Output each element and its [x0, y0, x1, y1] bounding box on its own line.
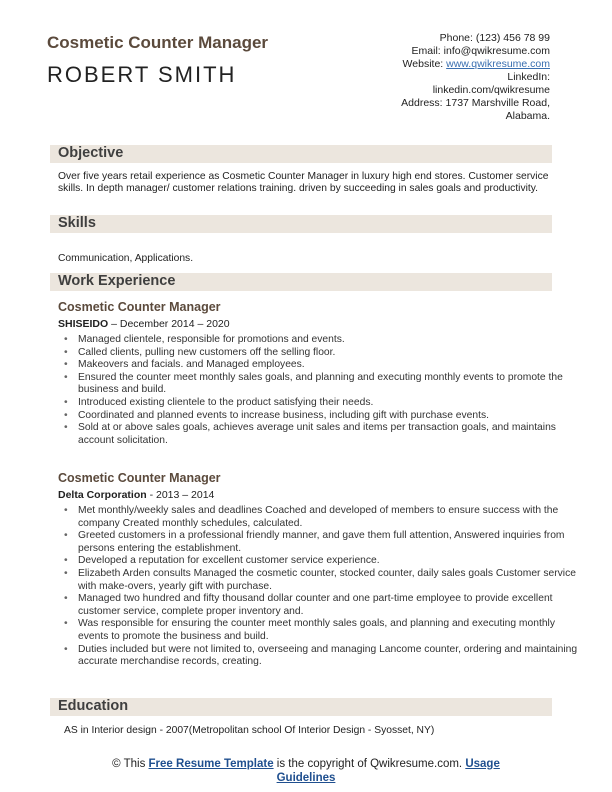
education-text: AS in Interior design - 2007(Metropolitan school Of Interior Design - Syosset, NY) [64, 725, 435, 736]
list-item: • Managed two hundred and fifty thousand dollar counter and one part-time employee to provide excellent customer service, complete proper inventory and. [78, 593, 578, 618]
job-1-company-line [58, 318, 230, 330]
job-2-company: Delta Corporation [58, 489, 147, 501]
contact-website [401, 58, 550, 71]
contact-address-line2: Alabama. [505, 110, 550, 122]
list-item: • Developed a reputation for excellent customer service experience. [78, 555, 578, 568]
job-1-bullets [58, 334, 578, 447]
job-2-dates: - 2013 – 2014 [146, 489, 215, 501]
objective-heading: Objective [58, 145, 124, 161]
list-item: • Ensured the counter meet monthly sales goals, and planning and executing monthly events to promote the business and build. [78, 372, 578, 397]
free-resume-template-link[interactable]: Free Resume Template [148, 758, 274, 770]
usage-guidelines-link-part1[interactable]: Usage [465, 758, 500, 770]
job-2-bullets [58, 505, 578, 669]
work-heading: Work Experience [58, 273, 176, 289]
list-item: • Greeted customers in a professional friendly manner, and gave them full attention, Answered inquiries from persons entering the establishment. [78, 530, 578, 555]
list-item: • Met monthly/weekly sales and deadlines Coached and developed of members to ensure success with the company Created monthly schedules, calculated. [78, 505, 578, 530]
job-1-dates: – December 2014 – 2020 [108, 318, 230, 330]
copyright-footer [0, 757, 612, 785]
footer-prefix: © This [112, 758, 149, 770]
job-2-company-line [58, 489, 214, 501]
list-item: • Called clients, pulling new customers off the selling floor. [78, 347, 578, 360]
list-item: • Makeovers and facials. and Managed employees. [78, 359, 578, 372]
header-job-title: Cosmetic Counter Manager [47, 33, 269, 52]
contact-address [401, 97, 550, 110]
email-value: info@qwikresume.com [443, 45, 550, 57]
website-label: Website: [402, 58, 444, 70]
footer-middle: is the copyright of Qwikresume.com. [273, 758, 466, 770]
skills-heading: Skills [58, 215, 96, 231]
usage-guidelines-link-part2[interactable]: Guidelines [276, 772, 336, 784]
phone-value: (123) 456 78 99 [475, 32, 550, 44]
contact-email [401, 45, 550, 58]
objective-section-bar [50, 145, 552, 163]
candidate-name: ROBERT SMITH [47, 62, 237, 87]
address-label: Address: [401, 97, 443, 109]
phone-label: Phone: [439, 32, 473, 44]
list-item: • Managed clientele, responsible for promotions and events. [78, 334, 578, 347]
skills-text: Communication, Applications. [58, 253, 194, 264]
education-heading: Education [58, 698, 129, 714]
contact-phone [401, 32, 550, 45]
objective-text: Over five years retail experience as Cosmetic Counter Manager in luxury high end stores. Customer service skills. In depth manager/ customer relations training. driven by succeeding in sales goals and productivity. [58, 171, 549, 194]
contact-linkedin-value: linkedin.com/qwikresume [432, 84, 550, 96]
contact-block [401, 32, 550, 123]
email-label: Email: [411, 45, 441, 57]
list-item: • Duties included but were not limited to, overseeing and managing Lancome counter, ordering and maintaining accurate merchandise records, creating. [78, 644, 578, 669]
list-item: • Introduced existing clientele to the product satisfying their needs. [78, 397, 578, 410]
address-line1: 1737 Marshville Road, [445, 97, 550, 109]
job-2-role: Cosmetic Counter Manager [58, 471, 221, 485]
list-item: • Elizabeth Arden consults Managed the cosmetic counter, stocked counter, daily sales goals Customer service with make-overs, yearly gift with purchase. [78, 568, 578, 593]
job-1-company: SHISEIDO [58, 318, 109, 330]
contact-linkedin-label: LinkedIn: [507, 71, 550, 83]
website-link[interactable]: www.qwikresume.com [446, 58, 550, 70]
list-item: • Coordinated and planned events to increase business, including gift with purchase events. [78, 410, 578, 423]
skills-section-bar [50, 215, 552, 233]
resume-header [0, 0, 612, 130]
list-item: • Was responsible for ensuring the counter meet monthly sales goals, and planning and executing monthly events to promote the business and build. [78, 618, 578, 643]
list-item: • Sold at or above sales goals, achieves average unit sales and items per transaction goals, and maintains account solicitation. [78, 422, 578, 447]
job-1-role: Cosmetic Counter Manager [58, 300, 221, 314]
